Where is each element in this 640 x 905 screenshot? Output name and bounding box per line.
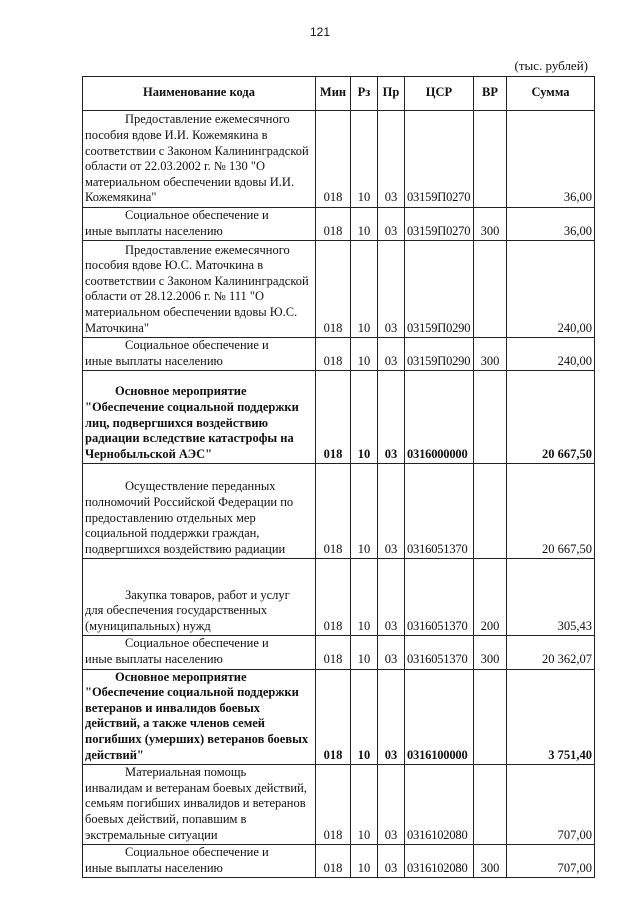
cell-name-first-line: Социальное обеспечение и — [125, 845, 269, 860]
cell-name — [83, 636, 316, 669]
cell-name — [83, 338, 316, 371]
cell-name — [83, 241, 316, 338]
cell-sum: 3 751,40 — [507, 669, 595, 765]
cell-sum: 707,00 — [507, 765, 595, 845]
cell-name-rest: полномочий Российской Федерации по предоставлению отдельных мер социальной поддержки граждан, подвергшихся воздействию радиации — [85, 495, 294, 556]
header-rz: Рз — [351, 77, 378, 111]
cell-vr — [474, 669, 507, 765]
cell-name-first-line: Основное мероприятие — [115, 669, 247, 684]
cell-sum: 240,00 — [507, 241, 595, 338]
table-row — [83, 371, 595, 464]
cell-vr: 300 — [474, 636, 507, 669]
cell-name-first-line: Социальное обеспечение и — [125, 636, 269, 651]
cell-min: 018 — [316, 845, 351, 878]
cell-name — [83, 765, 316, 845]
cell-min: 018 — [316, 241, 351, 338]
cell-pr: 03 — [378, 371, 405, 464]
cell-csr: 03159П0290 — [405, 338, 474, 371]
cell-vr — [474, 111, 507, 208]
cell-min: 018 — [316, 765, 351, 845]
cell-csr: 0316102080 — [405, 765, 474, 845]
cell-name — [83, 464, 316, 559]
cell-csr: 0316100000 — [405, 669, 474, 765]
cell-csr: 0316051370 — [405, 559, 474, 636]
cell-csr: 03159П0270 — [405, 111, 474, 208]
cell-name-first-line: Социальное обеспечение и — [125, 208, 269, 222]
cell-rz: 10 — [351, 765, 378, 845]
cell-rz: 10 — [351, 636, 378, 669]
table-row — [83, 559, 595, 636]
cell-name — [83, 669, 316, 765]
cell-name-rest: "Обеспечение социальной поддержки ветеранов и инвалидов боевых действий, а также членов семей погибших (умерших) ветеранов боевых действий" — [85, 685, 309, 762]
cell-name-rest: иные выплаты населению — [85, 223, 223, 238]
cell-pr: 03 — [378, 559, 405, 636]
header-vr: ВР — [474, 77, 507, 111]
cell-name-first-line: Основное мероприятие — [115, 384, 247, 399]
cell-name-rest: иные выплаты населению — [85, 651, 223, 666]
cell-name-rest: иные выплаты населению — [85, 353, 223, 368]
cell-min: 018 — [316, 636, 351, 669]
table-row — [83, 464, 595, 559]
cell-min: 018 — [316, 669, 351, 765]
cell-rz: 10 — [351, 669, 378, 765]
cell-csr: 0316102080 — [405, 845, 474, 878]
cell-vr: 200 — [474, 559, 507, 636]
cell-rz: 10 — [351, 845, 378, 878]
header-name: Наименование кода — [83, 77, 316, 111]
cell-name-rest: иные выплаты населению — [85, 860, 223, 875]
header-csr: ЦСР — [405, 77, 474, 111]
cell-name-rest: инвалидам и ветеранам боевых действий, семьям погибших инвалидов и ветеранов боевых действий, попавшим в экстремальные ситуации — [85, 780, 307, 842]
cell-pr: 03 — [378, 636, 405, 669]
cell-name — [83, 845, 316, 878]
cell-rz: 10 — [351, 464, 378, 559]
cell-sum: 20 667,50 — [507, 371, 595, 464]
cell-sum: 20 362,07 — [507, 636, 595, 669]
cell-csr: 0316000000 — [405, 371, 474, 464]
cell-rz: 10 — [351, 241, 378, 338]
table-row — [83, 845, 595, 878]
table-row — [83, 765, 595, 845]
table-row — [83, 241, 595, 338]
cell-name-first-line: Социальное обеспечение и — [125, 338, 269, 353]
cell-name-rest: "Обеспечение социальной поддержки лиц, подвергшихся воздействию радиации вследствие катастрофы на Чернобыльской АЭС" — [85, 400, 299, 461]
cell-name — [83, 208, 316, 241]
cell-rz: 10 — [351, 338, 378, 371]
cell-name — [83, 111, 316, 208]
header-pr: Пр — [378, 77, 405, 111]
table-row — [83, 338, 595, 371]
cell-vr — [474, 765, 507, 845]
cell-name — [83, 371, 316, 464]
cell-min: 018 — [316, 559, 351, 636]
cell-pr: 03 — [378, 241, 405, 338]
cell-csr: 0316051370 — [405, 464, 474, 559]
table-header-row — [83, 77, 595, 111]
cell-name-first-line: Предоставление ежемесячного — [125, 242, 290, 257]
cell-pr: 03 — [378, 338, 405, 371]
cell-min: 018 — [316, 371, 351, 464]
table-row — [83, 111, 595, 208]
cell-sum: 36,00 — [507, 208, 595, 241]
cell-pr: 03 — [378, 111, 405, 208]
header-min: Мин — [316, 77, 351, 111]
cell-name — [83, 559, 316, 636]
table-row — [83, 208, 595, 241]
cell-min: 018 — [316, 208, 351, 241]
cell-name-rest: пособия вдове Ю.С. Маточкина в соответствии с Законом Калининградской области от 28.12.2006 г. № 111 "О материальном обеспечении вдовы Ю.С. Маточкина" — [85, 258, 309, 335]
cell-vr: 300 — [474, 208, 507, 241]
cell-vr: 300 — [474, 845, 507, 878]
cell-rz: 10 — [351, 111, 378, 208]
cell-pr: 03 — [378, 845, 405, 878]
cell-sum: 305,43 — [507, 559, 595, 636]
cell-min: 018 — [316, 338, 351, 371]
cell-csr: 03159П0270 — [405, 208, 474, 241]
table-row — [83, 669, 595, 765]
cell-vr — [474, 371, 507, 464]
cell-sum: 20 667,50 — [507, 464, 595, 559]
cell-csr: 03159П0290 — [405, 241, 474, 338]
cell-sum: 707,00 — [507, 845, 595, 878]
cell-csr: 0316051370 — [405, 636, 474, 669]
cell-pr: 03 — [378, 669, 405, 765]
cell-pr: 03 — [378, 208, 405, 241]
cell-rz: 10 — [351, 371, 378, 464]
cell-rz: 10 — [351, 208, 378, 241]
cell-name-first-line: Материальная помощь — [125, 765, 247, 780]
budget-table — [82, 76, 595, 878]
page-number: 121 — [309, 25, 331, 39]
cell-vr — [474, 241, 507, 338]
cell-name-rest: для обеспечения государственных (муниципальных) нужд — [85, 603, 268, 633]
table-row — [83, 636, 595, 669]
cell-sum: 240,00 — [507, 338, 595, 371]
cell-pr: 03 — [378, 765, 405, 845]
cell-min: 018 — [316, 464, 351, 559]
cell-name-first-line: Предоставление ежемесячного — [125, 112, 290, 127]
cell-name-first-line: Закупка товаров, работ и услуг — [125, 587, 290, 602]
cell-pr: 03 — [378, 464, 405, 559]
cell-vr — [474, 464, 507, 559]
cell-name-first-line: Осуществление переданных — [125, 479, 276, 494]
cell-min: 018 — [316, 111, 351, 208]
cell-vr: 300 — [474, 338, 507, 371]
cell-sum: 36,00 — [507, 111, 595, 208]
cell-rz: 10 — [351, 559, 378, 636]
header-sum: Сумма — [507, 77, 595, 111]
units-label: (тыс. рублей) — [514, 58, 588, 73]
cell-name-rest: пособия вдове И.И. Кожемякина в соответствии с Законом Калининградской области от 22.03.2002 г. № 130 "О материальном обеспечении вдовы И.И. Кожемякина" — [85, 128, 309, 205]
